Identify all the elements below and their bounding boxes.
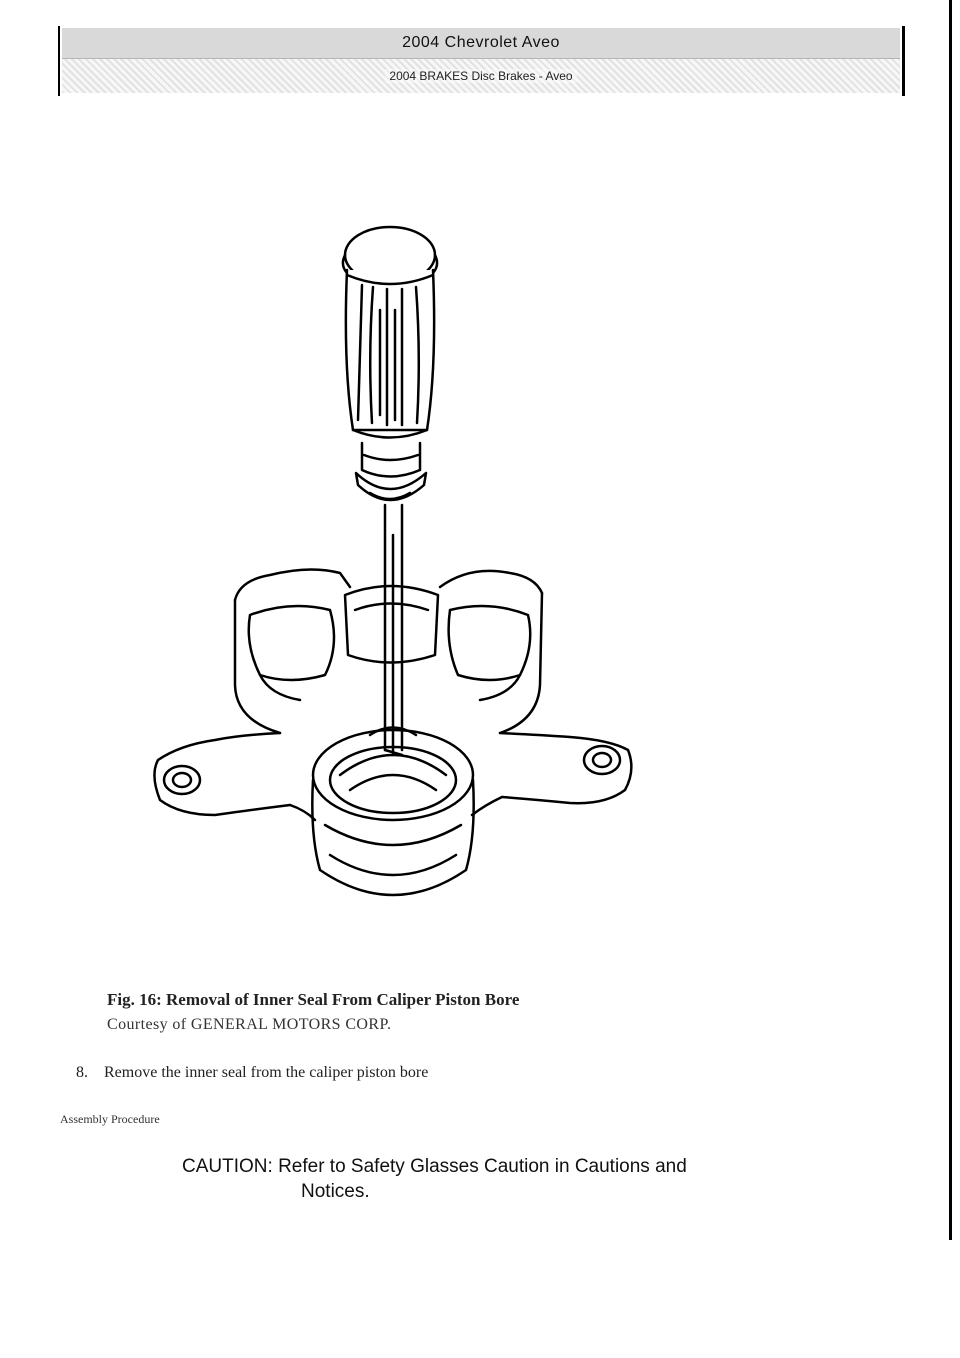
caution-note bbox=[182, 1154, 842, 1204]
step-number: 8. bbox=[76, 1064, 88, 1081]
step-text: Remove the inner seal from the caliper piston bore bbox=[104, 1064, 429, 1081]
figure-credit: Courtesy of GENERAL MOTORS CORP. bbox=[107, 1016, 392, 1033]
caliper-screwdriver-illustration bbox=[140, 215, 650, 905]
page-right-rule bbox=[949, 0, 952, 1240]
caution-text-line2: Notices. bbox=[301, 1181, 370, 1202]
caution-text-line1: Refer to Safety Glasses Caution in Cautions and bbox=[278, 1156, 687, 1177]
page-border-left bbox=[58, 26, 60, 96]
header-subtitle: 2004 BRAKES Disc Brakes - Aveo bbox=[385, 69, 576, 83]
procedure-step bbox=[76, 1064, 428, 1082]
caution-label: CAUTION: bbox=[182, 1156, 273, 1177]
header-title: 2004 Chevrolet Aveo bbox=[62, 28, 900, 59]
header-subtitle-bar bbox=[62, 59, 900, 93]
page-border-right bbox=[902, 26, 905, 96]
document-header bbox=[62, 28, 900, 94]
figure-caption: Fig. 16: Removal of Inner Seal From Caliper Piston Bore bbox=[107, 990, 520, 1009]
section-heading: Assembly Procedure bbox=[60, 1112, 160, 1126]
